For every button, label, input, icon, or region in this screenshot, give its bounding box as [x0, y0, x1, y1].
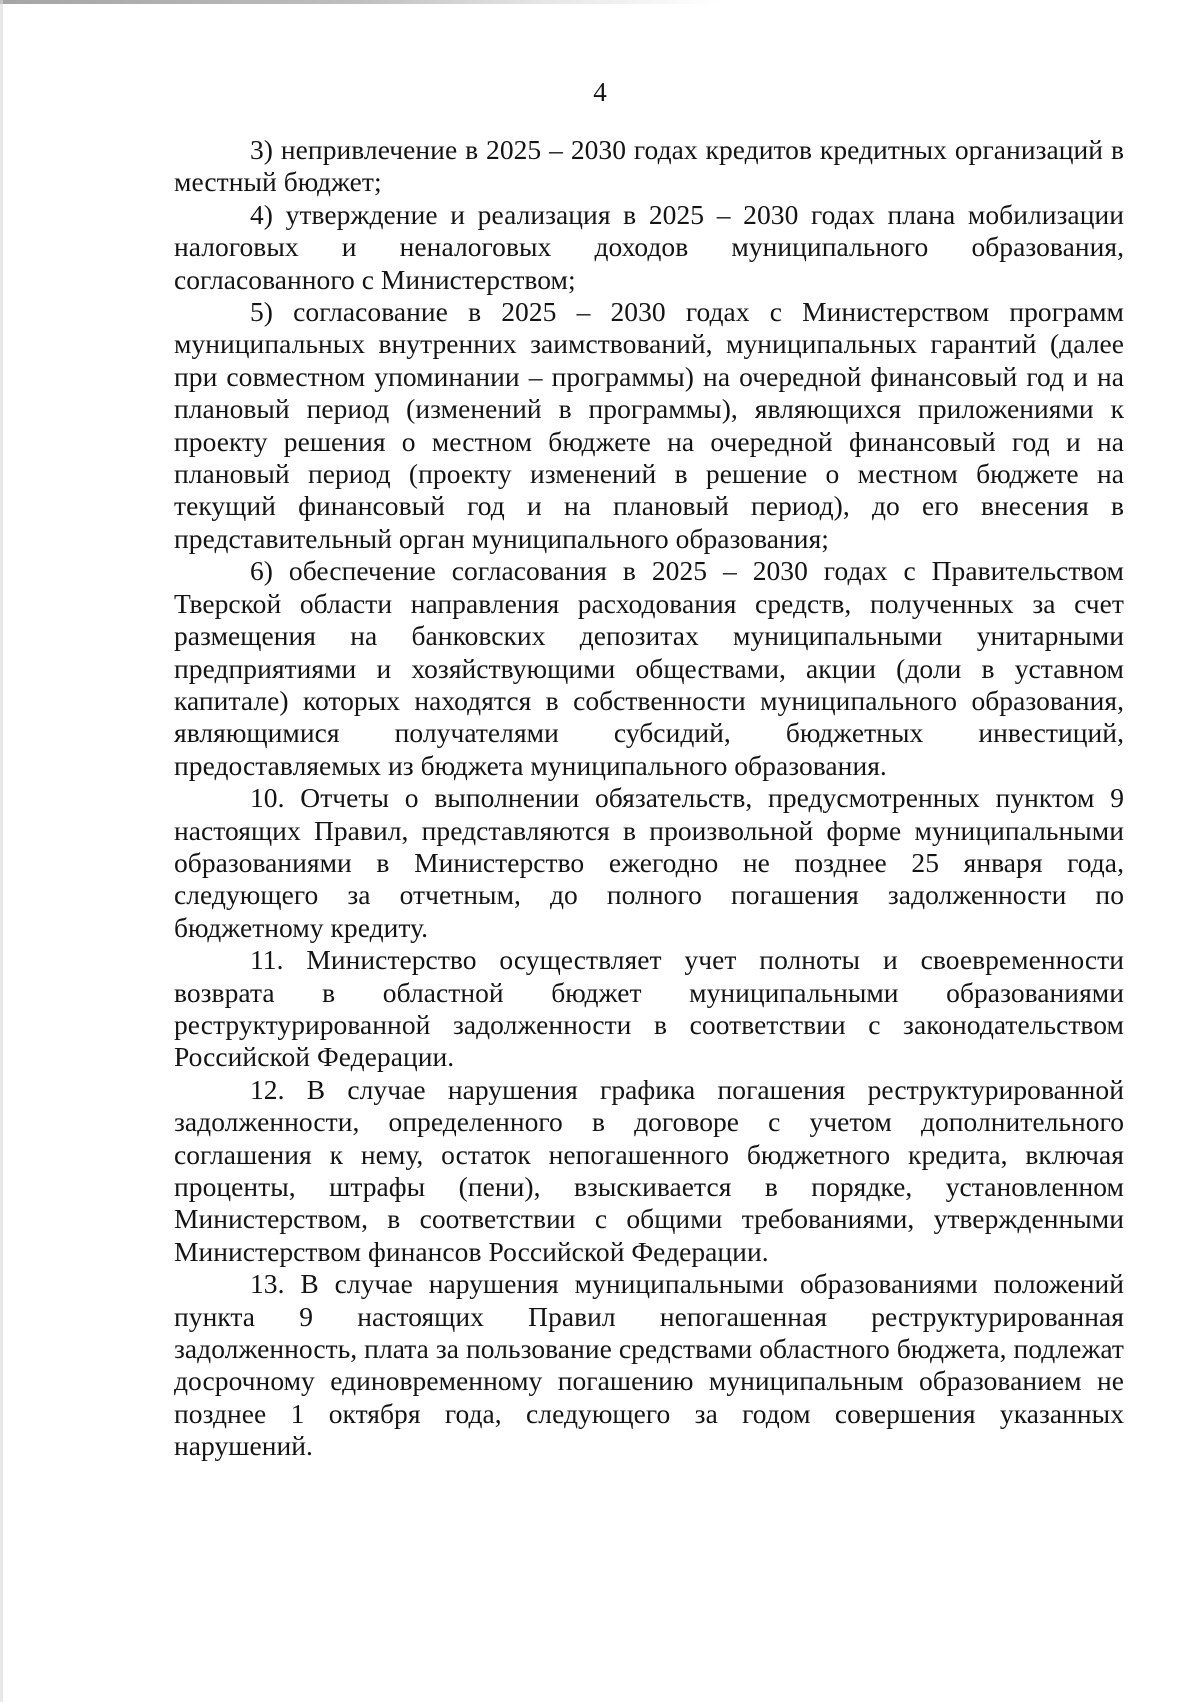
paragraph-clause-12: 12. В случае нарушения графика погашения реструктурированной задолженности, определенного в договоре с учетом дополнительного соглашения к нему, остаток непогашенного бюджетного кредита, включая проценты, штрафы (пени), взыскивается в порядке, установленном Министерством, в соответствии с общими требованиями, утвержденными Министерством финансов Российской Федерации.: [174, 1073, 1124, 1267]
scan-top-edge: [0, 0, 1200, 4]
page-number: 4: [593, 77, 607, 107]
paragraph-clause-13: 13. В случае нарушения муниципальными образованиями положений пункта 9 настоящих Правил непогашенная реструктурированная задолженность, плата за пользование средствами областного бюджета, подлежат досрочному единовременному погашению муниципальным образованием не позднее 1 октября года, следующего за годом совершения указанных нарушений.: [174, 1268, 1124, 1462]
document-body: [174, 134, 1124, 1463]
paragraph-item-6: 6) обеспечение согласования в 2025 – 2030 годах с Правительством Тверской области направления расходования средств, полученных за счет размещения на банковских депозитах муниципальными унитарными предприятиями и хозяйствующими обществами, акции (доли в уставном капитале) которых находятся в собственности муниципального образования, являющимися получателями субсидий, бюджетных инвестиций, предоставляемых из бюджета муниципального образования.: [174, 555, 1124, 781]
paragraph-item-4: 4) утверждение и реализация в 2025 – 2030 годах плана мобилизации налоговых и неналоговых доходов муниципального образования, согласованного с Министерством;: [174, 198, 1124, 295]
paragraph-clause-11: 11. Министерство осуществляет учет полноты и своевременности возврата в областной бюджет муниципальными образованиями реструктурированной задолженности в соответствии с законодательством Российской Федерации.: [174, 944, 1124, 1073]
paragraph-clause-10: 10. Отчеты о выполнении обязательств, предусмотренных пунктом 9 настоящих Правил, представляются в произвольной форме муниципальными образованиями в Министерство ежегодно не позднее 25 января года, следующего за отчетным, до полного погашения задолженности по бюджетному кредиту.: [174, 782, 1124, 943]
paragraph-item-5: 5) согласование в 2025 – 2030 годах с Министерством программ муниципальных внутренних заимствований, муниципальных гарантий (далее при совместном упоминании – программы) на очередной финансовый год и на плановый период (изменений в программы), являющихся приложениями к проекту решения о местном бюджете на очередной финансовый год и на плановый период (проекту изменений в решение о местном бюджете на текущий финансовый год и на плановый период), до его внесения в представительный орган муниципального образования;: [174, 296, 1124, 554]
paragraph-item-3: 3) непривлечение в 2025 – 2030 годах кредитов кредитных организаций в местный бюджет;: [174, 134, 1124, 198]
scan-left-edge: [0, 0, 3, 1702]
